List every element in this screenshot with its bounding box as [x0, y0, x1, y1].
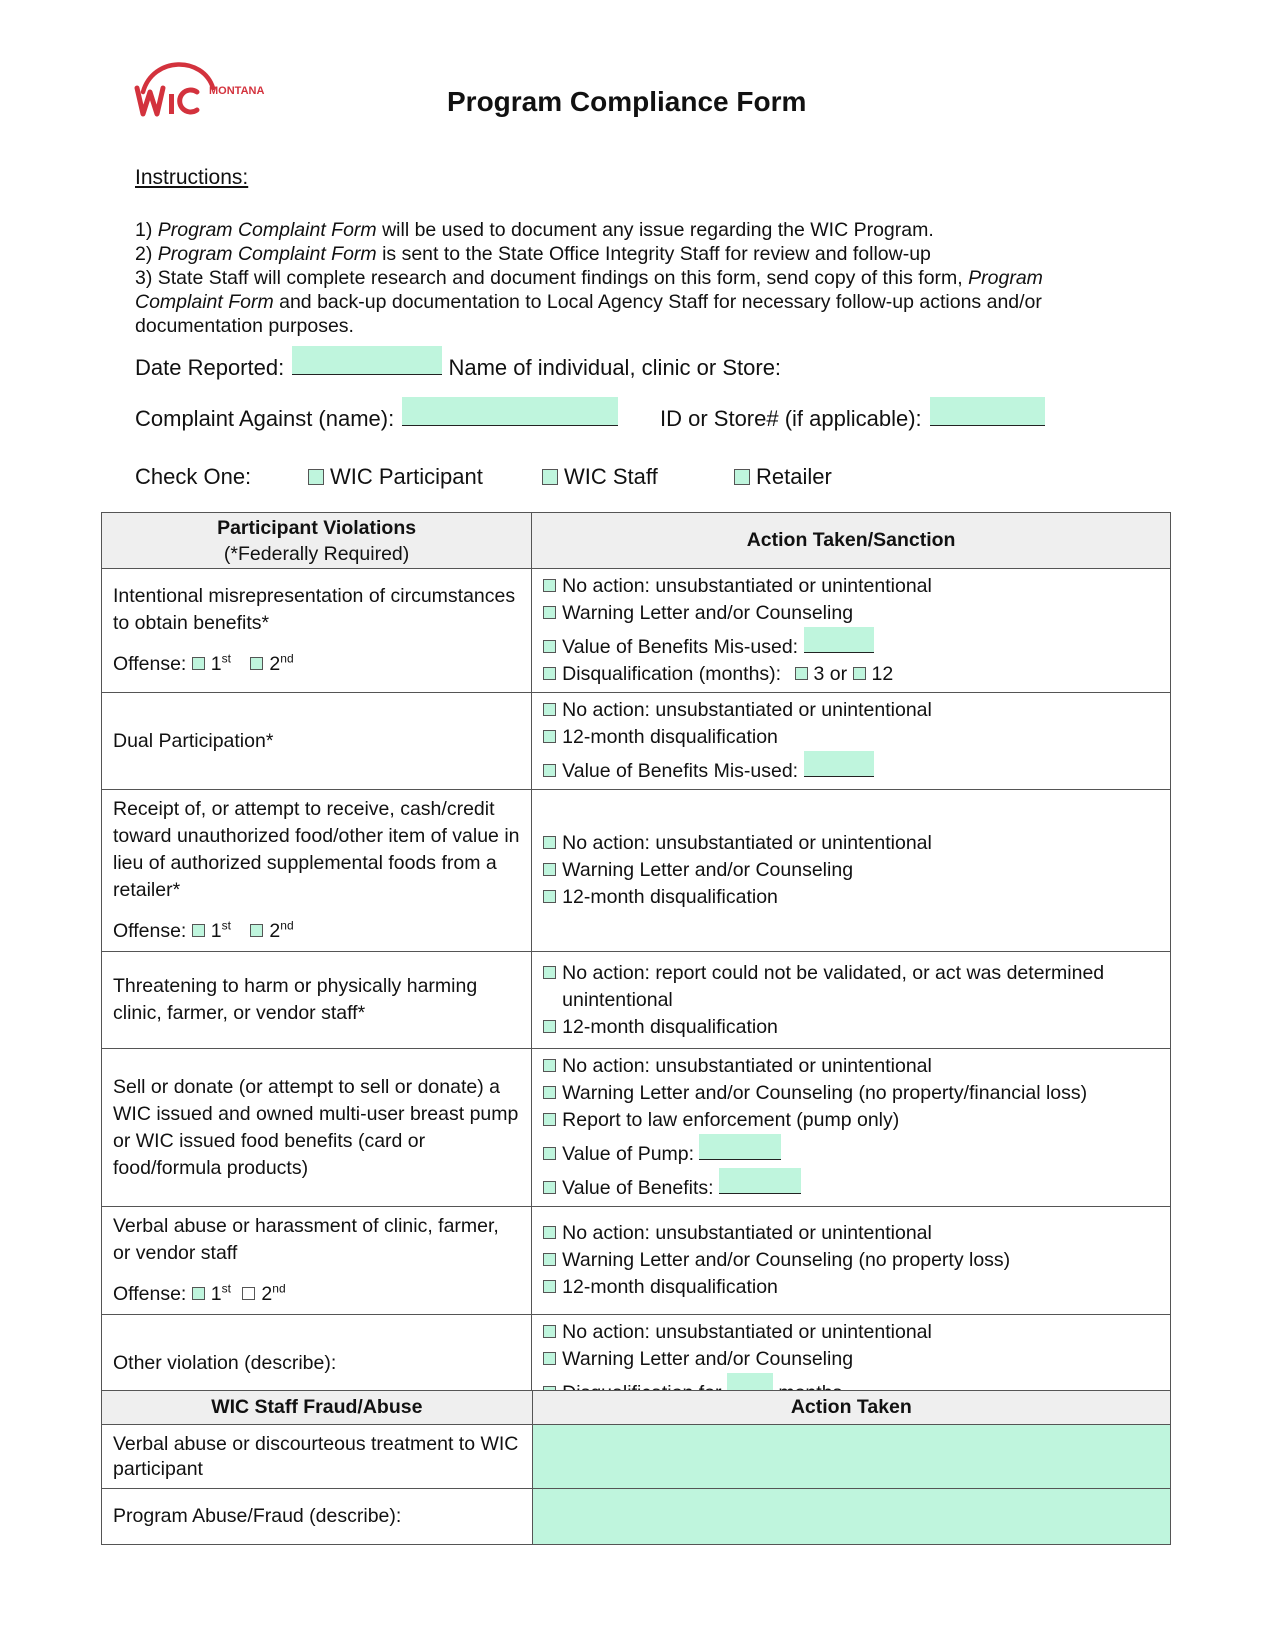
- action-cell: [532, 569, 1171, 693]
- staff-header: WIC Staff Fraud/Abuse: [102, 1391, 533, 1425]
- offense-second-sup: nd: [280, 651, 294, 666]
- offense-first-sup: st: [221, 1281, 231, 1296]
- action-cell: [532, 693, 1171, 790]
- violation-text: Intentional misrepresentation of circumstances to obtain benefits*: [113, 585, 516, 634]
- option-label: Value of Benefits Mis-used:: [562, 636, 799, 658]
- offense-row: [113, 651, 520, 678]
- action-cell: [532, 790, 1171, 952]
- checkbox[interactable]: [543, 1352, 556, 1365]
- action-option[interactable]: [543, 1346, 1159, 1373]
- option-label: 12-month disqualification: [562, 886, 778, 908]
- option-label: WIC Participant: [330, 464, 483, 489]
- table-row: [102, 1049, 1171, 1207]
- check-retailer[interactable]: [734, 464, 832, 490]
- offense-second-sup: nd: [280, 918, 294, 933]
- checkbox[interactable]: [543, 606, 556, 619]
- instruction-item-3: 3) State Staff will complete research and document findings on this form, send copy of this form, Program Complaint Form and back-up documentation to Local Agency Staff for necessary follow-up actions and/or documentation purposes.: [135, 267, 1043, 337]
- offense-row: [113, 918, 520, 945]
- table-row: [102, 952, 1171, 1049]
- option-label: No action: unsubstantiated or unintentional: [562, 699, 932, 721]
- option-label: No action: unsubstantiated or unintentional: [562, 1222, 932, 1244]
- checkbox[interactable]: [192, 657, 205, 670]
- checkbox[interactable]: [543, 1113, 556, 1126]
- option-label: Value of Pump:: [562, 1143, 695, 1165]
- table-row: [102, 1207, 1171, 1315]
- offense-first-sup: st: [221, 918, 231, 933]
- violations-header-title: Participant Violations: [217, 516, 417, 539]
- offense-first: 1: [210, 653, 222, 675]
- offense-label: Offense:: [113, 920, 187, 942]
- offense-label: Offense:: [113, 653, 187, 675]
- checkbox[interactable]: [543, 579, 556, 592]
- option-label: No action: unsubstantiated or unintentional: [562, 832, 932, 854]
- checkbox[interactable]: [192, 924, 205, 937]
- action-option[interactable]: [543, 1053, 1159, 1080]
- action-option[interactable]: [543, 697, 1159, 724]
- violations-header-sub: (*Federally Required): [223, 542, 410, 565]
- benefits-misused-field[interactable]: [804, 751, 874, 777]
- option-label: No action: report could not be validated, or act was determined: [562, 961, 1105, 984]
- checkbox[interactable]: [250, 657, 263, 670]
- option-label: Warning Letter and/or Counseling: [562, 859, 854, 881]
- action-option[interactable]: [543, 573, 1159, 600]
- option-label: 3 or: [813, 663, 848, 685]
- option-label: WIC Staff: [564, 464, 658, 489]
- checkbox[interactable]: [250, 924, 263, 937]
- action-option[interactable]: [543, 751, 1159, 785]
- option-label: 12-month disqualification: [562, 1015, 778, 1038]
- table-row: [102, 569, 1171, 693]
- date-reported-field[interactable]: [292, 346, 442, 375]
- date-reported-label: Date Reported:: [135, 355, 285, 380]
- violation-cell: [102, 790, 532, 952]
- option-label: Retailer: [756, 464, 832, 489]
- check-one-label: Check One:: [135, 464, 252, 489]
- instruction-item-1: 1) Program Complaint Form will be used to document any issue regarding the WIC Program.: [135, 219, 934, 241]
- action-option[interactable]: [543, 830, 1159, 857]
- violation-text: Verbal abuse or harassment of clinic, farmer, or vendor staff: [113, 1215, 499, 1264]
- option-label: Warning Letter and/or Counseling: [562, 602, 854, 624]
- action-option[interactable]: [543, 1080, 1159, 1107]
- action-option[interactable]: [543, 884, 1159, 911]
- violation-cell: Threatening to harm or physically harming clinic, farmer, or vendor staff*: [102, 952, 532, 1049]
- offense-first: 1: [210, 920, 222, 942]
- offense-second-sup: nd: [272, 1281, 286, 1296]
- complaint-against-field[interactable]: [402, 397, 618, 426]
- action-cell: [532, 952, 1171, 1049]
- checkbox[interactable]: [308, 469, 324, 485]
- action-option[interactable]: [543, 1247, 1159, 1274]
- instruction-item-2: 2) Program Complaint Form is sent to the State Office Integrity Staff for review and follow-up: [135, 243, 931, 265]
- checkbox[interactable]: [543, 890, 556, 903]
- offense-first: 1: [210, 1283, 222, 1305]
- checkbox[interactable]: [543, 640, 556, 653]
- checkbox[interactable]: [543, 966, 556, 979]
- table-row: [102, 790, 1171, 952]
- checkbox[interactable]: [543, 1147, 556, 1160]
- benefits-misused-field[interactable]: [804, 627, 874, 653]
- checkbox[interactable]: [543, 1253, 556, 1266]
- complaint-against-label: Complaint Against (name):: [135, 406, 395, 431]
- action-option[interactable]: [543, 1107, 1159, 1134]
- checkbox[interactable]: [543, 730, 556, 743]
- table-row: [102, 693, 1171, 790]
- action-option[interactable]: [543, 1319, 1159, 1346]
- offense-row: [113, 1281, 520, 1308]
- action-option[interactable]: [543, 724, 1159, 751]
- action-cell: [532, 1207, 1171, 1315]
- id-store-field[interactable]: [930, 397, 1045, 426]
- staff-violation-cell: Program Abuse/Fraud (describe):: [102, 1489, 533, 1545]
- option-label: Value of Benefits:: [562, 1177, 714, 1199]
- checkbox[interactable]: [543, 836, 556, 849]
- check-wic-participant[interactable]: [308, 464, 483, 490]
- option-label: Value of Benefits Mis-used:: [562, 760, 799, 782]
- checkbox[interactable]: [795, 667, 808, 680]
- violation-cell: [102, 1207, 532, 1315]
- violation-text: Receipt of, or attempt to receive, cash/credit toward unauthorized food/other item of value in lieu of authorized supplemental foods from a retailer*: [113, 798, 520, 901]
- action-cell: [532, 1049, 1171, 1207]
- option-label-continued: unintentional: [562, 988, 673, 1011]
- page-title: Program Compliance Form: [447, 86, 807, 117]
- value-of-pump-field[interactable]: [699, 1134, 781, 1160]
- instructions-list: [135, 218, 1125, 338]
- action-option[interactable]: [543, 1220, 1159, 1247]
- checkbox[interactable]: [192, 1287, 205, 1300]
- wic-montana-logo: [133, 62, 313, 132]
- checkbox[interactable]: [543, 1020, 556, 1033]
- name-individual-label: Name of individual, clinic or Store:: [448, 355, 782, 380]
- option-label: 12-month disqualification: [562, 726, 778, 748]
- svg-text:MONTANA: MONTANA: [209, 85, 265, 97]
- check-wic-staff[interactable]: [542, 464, 658, 490]
- violation-cell: Dual Participation*: [102, 693, 532, 790]
- option-label: No action: unsubstantiated or unintentional: [562, 1321, 932, 1343]
- action-option[interactable]: [543, 1134, 1159, 1168]
- checkbox[interactable]: [543, 703, 556, 716]
- date-reported-row: [135, 346, 781, 381]
- staff-fraud-table: [101, 1390, 1171, 1545]
- checkbox[interactable]: [734, 469, 750, 485]
- violation-cell: [102, 569, 532, 693]
- action-option[interactable]: [543, 600, 1159, 627]
- staff-action-field[interactable]: [532, 1425, 1170, 1489]
- checkbox[interactable]: [543, 1226, 556, 1239]
- violation-cell: Other violation (describe):: [102, 1315, 532, 1412]
- table-row: [102, 1489, 1171, 1545]
- staff-action-field[interactable]: [532, 1489, 1170, 1545]
- violations-header: [102, 513, 532, 569]
- checkbox[interactable]: [542, 469, 558, 485]
- checkbox[interactable]: [543, 1181, 556, 1194]
- value-of-benefits-field[interactable]: [719, 1168, 801, 1194]
- action-option[interactable]: [543, 627, 1159, 661]
- action-option[interactable]: [543, 1274, 1159, 1301]
- checkbox[interactable]: [543, 863, 556, 876]
- participant-violations-table: [101, 512, 1171, 1412]
- offense-label: Offense:: [113, 1283, 187, 1305]
- instructions-heading: Instructions:: [135, 166, 249, 189]
- staff-violation-cell: Verbal abuse or discourteous treatment to WIC participant: [102, 1425, 533, 1489]
- action-option[interactable]: [543, 1014, 1159, 1041]
- staff-action-header: Action Taken: [532, 1391, 1170, 1425]
- id-store-label: ID or Store# (if applicable):: [660, 406, 922, 431]
- action-option[interactable]: [543, 1168, 1159, 1202]
- option-label: 12: [871, 663, 894, 685]
- option-label: No action: unsubstantiated or unintentional: [562, 1055, 932, 1077]
- option-label: No action: unsubstantiated or unintentional: [562, 575, 932, 597]
- complaint-against-row: [135, 397, 618, 432]
- offense-second: 2: [269, 920, 281, 942]
- checkbox[interactable]: [543, 1280, 556, 1293]
- id-store-row: [660, 397, 1045, 432]
- action-header: Action Taken/Sanction: [532, 513, 1171, 569]
- checkbox[interactable]: [543, 1325, 556, 1338]
- option-label: Warning Letter and/or Counseling: [562, 1348, 854, 1370]
- option-label: Report to law enforcement (pump only): [562, 1109, 900, 1131]
- action-option[interactable]: [543, 661, 1159, 688]
- checkbox[interactable]: [543, 1086, 556, 1099]
- checkbox[interactable]: [242, 1287, 255, 1300]
- offense-second: 2: [269, 653, 281, 675]
- offense-second: 2: [261, 1283, 273, 1305]
- checkbox[interactable]: [853, 667, 866, 680]
- violation-cell: Sell or donate (or attempt to sell or donate) a WIC issued and owned multi-user breast pump or WIC issued food benefits (card or food/formula products): [102, 1049, 532, 1207]
- action-option[interactable]: [543, 960, 1159, 987]
- option-label: Warning Letter and/or Counseling (no property loss): [562, 1249, 1011, 1271]
- action-option[interactable]: [543, 857, 1159, 884]
- option-label: Warning Letter and/or Counseling (no property/financial loss): [562, 1082, 1088, 1104]
- checkbox[interactable]: [543, 667, 556, 680]
- checkbox[interactable]: [543, 764, 556, 777]
- table-row: [102, 1425, 1171, 1489]
- option-label: 12-month disqualification: [562, 1276, 778, 1298]
- option-label: Disqualification (months):: [562, 663, 782, 685]
- offense-first-sup: st: [221, 651, 231, 666]
- checkbox[interactable]: [543, 1059, 556, 1072]
